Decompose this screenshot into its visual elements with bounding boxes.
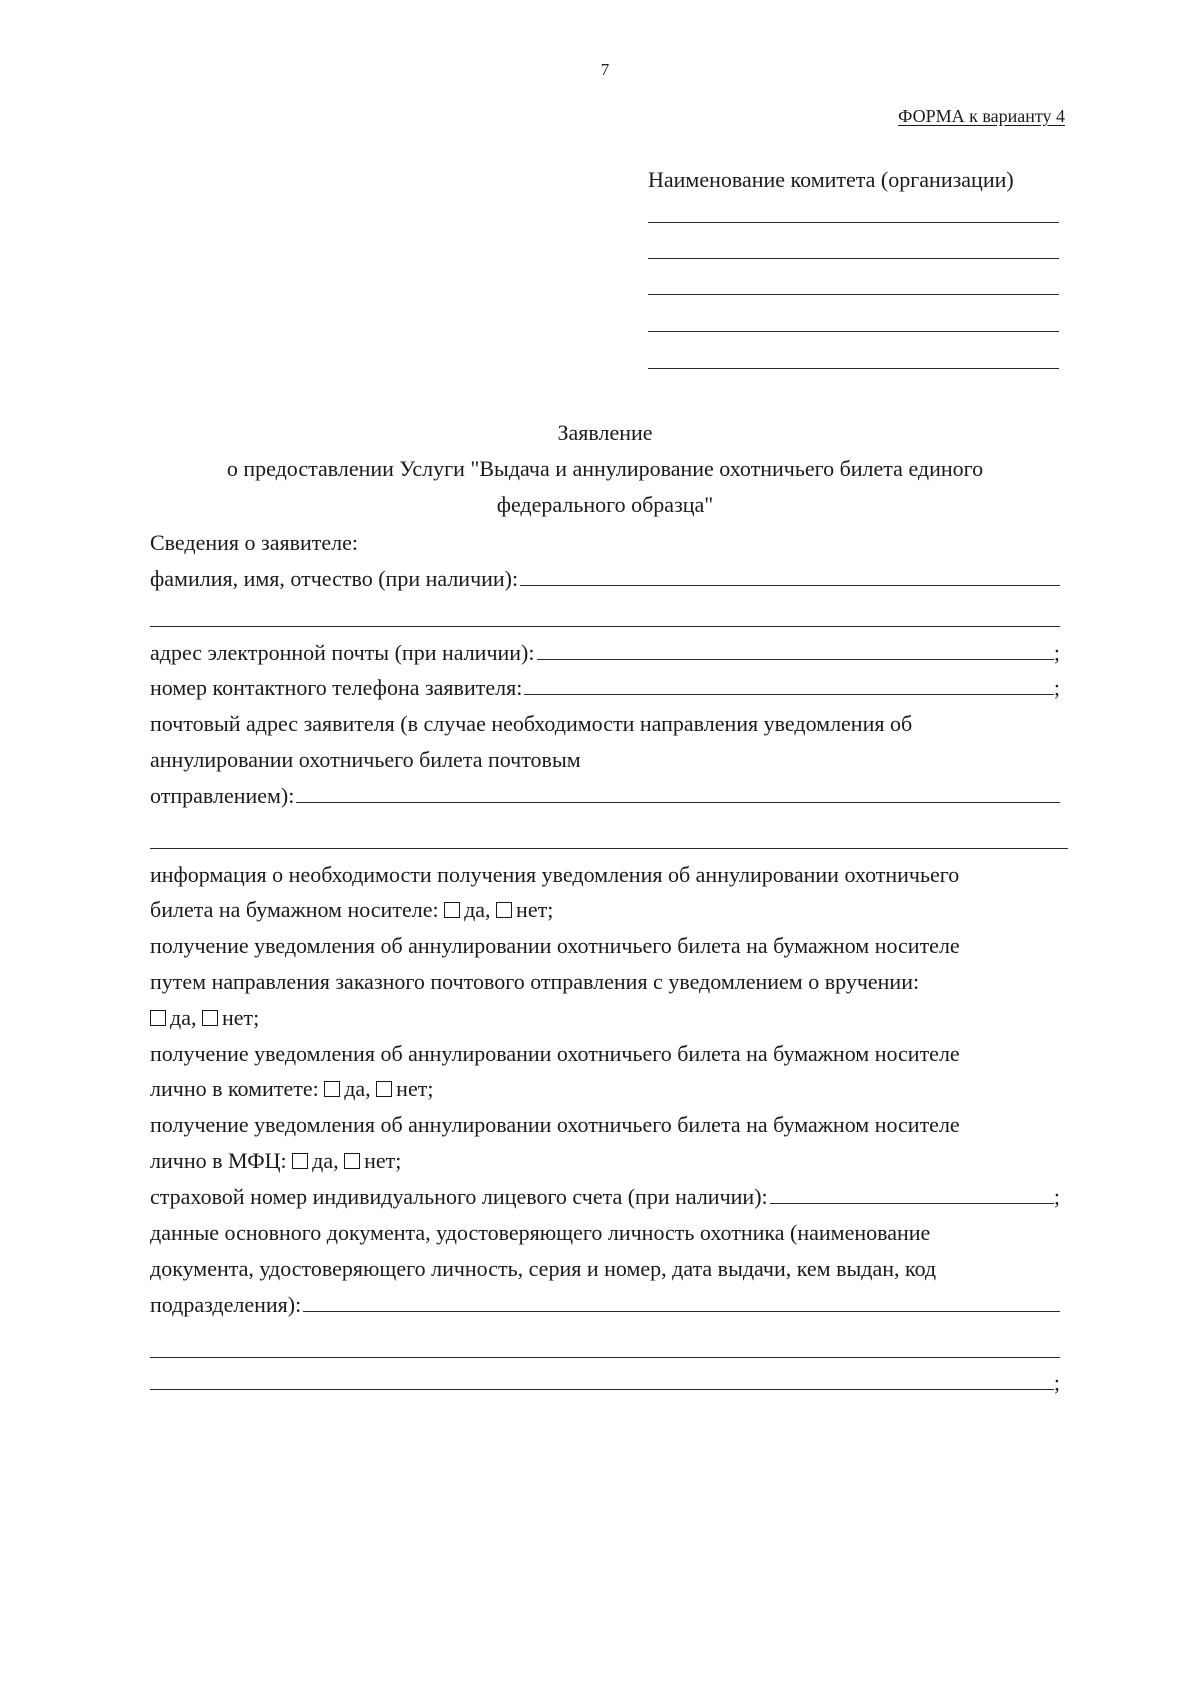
q4-row	[150, 1148, 401, 1174]
q2-no-checkbox[interactable]	[202, 1010, 218, 1026]
q3-text-line-1: получение уведомления об аннулировании охотничьего билета на бумажном носителе	[150, 1041, 960, 1066]
q4-text-line-1: получение уведомления об аннулировании охотничьего билета на бумажном носителе	[150, 1112, 960, 1137]
snils-field[interactable]	[770, 1202, 1054, 1204]
phone-field[interactable]	[524, 693, 1054, 695]
q4-no-checkbox[interactable]	[344, 1153, 360, 1169]
postal-address-continuation[interactable]	[150, 848, 1068, 849]
organization-line-1[interactable]	[648, 222, 1059, 223]
fio-field-continuation[interactable]	[150, 626, 1060, 627]
q2-text-line-2: путем направления заказного почтового отправления с уведомлением о вручении:	[150, 969, 920, 994]
q1-yes-checkbox[interactable]	[444, 902, 460, 918]
applicant-section-header: Сведения о заявителе:	[150, 530, 359, 555]
q4-no-label: нет;	[364, 1148, 402, 1173]
q2-no-label: нет;	[221, 1005, 260, 1030]
fio-field[interactable]	[520, 584, 1060, 586]
q4-yes-checkbox[interactable]	[292, 1153, 308, 1169]
doc-semicolon: ;	[1053, 1370, 1060, 1395]
form-variant-label: ФОРМА к варианту 4	[898, 106, 1065, 126]
postal-text-line-1: почтовый адрес заявителя (в случае необходимости направления уведомления об	[150, 711, 913, 736]
q2-yes-checkbox[interactable]	[150, 1010, 166, 1026]
snils-semicolon: ;	[1053, 1184, 1060, 1209]
doc-field[interactable]	[303, 1310, 1060, 1312]
doc-final-row	[150, 1370, 1060, 1396]
snils-row	[150, 1184, 1060, 1210]
doc-text-line-1: данные основного документа, удостоверяющего личность охотника (наименование	[150, 1220, 931, 1245]
q1-no-checkbox[interactable]	[496, 902, 512, 918]
document-subtitle-line-2: федерального образца"	[496, 492, 714, 517]
doc-text-line-2: документа, удостоверяющего личность, серия и номер, дата выдачи, кем выдан, код	[150, 1256, 937, 1281]
postal-text-line-2: аннулировании охотничьего билета почтовым	[150, 747, 581, 772]
q2-text-line-1: получение уведомления об аннулировании охотничьего билета на бумажном носителе	[150, 933, 960, 958]
q3-no-label: нет;	[396, 1076, 434, 1101]
q1-no-label: нет;	[516, 897, 554, 922]
q2-yes-label: да,	[170, 1005, 197, 1030]
snils-label: страховой номер индивидуального лицевого счета (при наличии):	[150, 1184, 768, 1209]
organization-line-5[interactable]	[648, 368, 1059, 369]
q1-text-line-1: информация о необходимости получения уведомления об аннулировании охотничьего	[150, 862, 960, 887]
email-label: адрес электронной почты (при наличии):	[150, 640, 535, 665]
q3-text-line-2: лично в комитете:	[150, 1076, 319, 1101]
doc-label-end: подразделения):	[150, 1292, 302, 1317]
q4-yes-label: да,	[312, 1148, 339, 1173]
fio-row	[150, 566, 1060, 592]
q4-text-line-2: лично в МФЦ:	[150, 1148, 287, 1173]
doc-field-continuation-1[interactable]	[150, 1357, 1060, 1358]
phone-label: номер контактного телефона заявителя:	[150, 675, 523, 700]
organization-label: Наименование комитета (организации)	[648, 167, 1014, 192]
q1-yes-label: да,	[464, 897, 491, 922]
doc-field-continuation-2[interactable]	[150, 1388, 1054, 1390]
q3-no-checkbox[interactable]	[376, 1081, 392, 1097]
q1-row	[150, 897, 553, 923]
organization-line-2[interactable]	[648, 258, 1059, 259]
page-number: 7	[600, 60, 610, 79]
document-title: Заявление	[557, 420, 653, 445]
email-row	[150, 640, 1060, 666]
phone-semicolon: ;	[1053, 675, 1060, 700]
q1-text-line-2: билета на бумажном носителе:	[150, 897, 439, 922]
phone-row	[150, 675, 1060, 701]
postal-row	[150, 783, 1060, 809]
doc-row	[150, 1292, 1060, 1318]
q3-row	[150, 1076, 433, 1102]
postal-address-field[interactable]	[296, 801, 1060, 803]
q2-row	[150, 1005, 259, 1031]
email-semicolon: ;	[1053, 640, 1060, 665]
fio-label: фамилия, имя, отчество (при наличии):	[150, 566, 519, 591]
email-field[interactable]	[537, 658, 1054, 660]
organization-line-4[interactable]	[648, 331, 1059, 332]
q3-yes-label: да,	[344, 1076, 371, 1101]
postal-label-end: отправлением):	[150, 783, 295, 808]
document-subtitle-line-1: о предоставлении Услуги "Выдача и аннулирование охотничьего билета единого	[226, 456, 984, 481]
q3-yes-checkbox[interactable]	[324, 1081, 340, 1097]
organization-line-3[interactable]	[648, 294, 1059, 295]
